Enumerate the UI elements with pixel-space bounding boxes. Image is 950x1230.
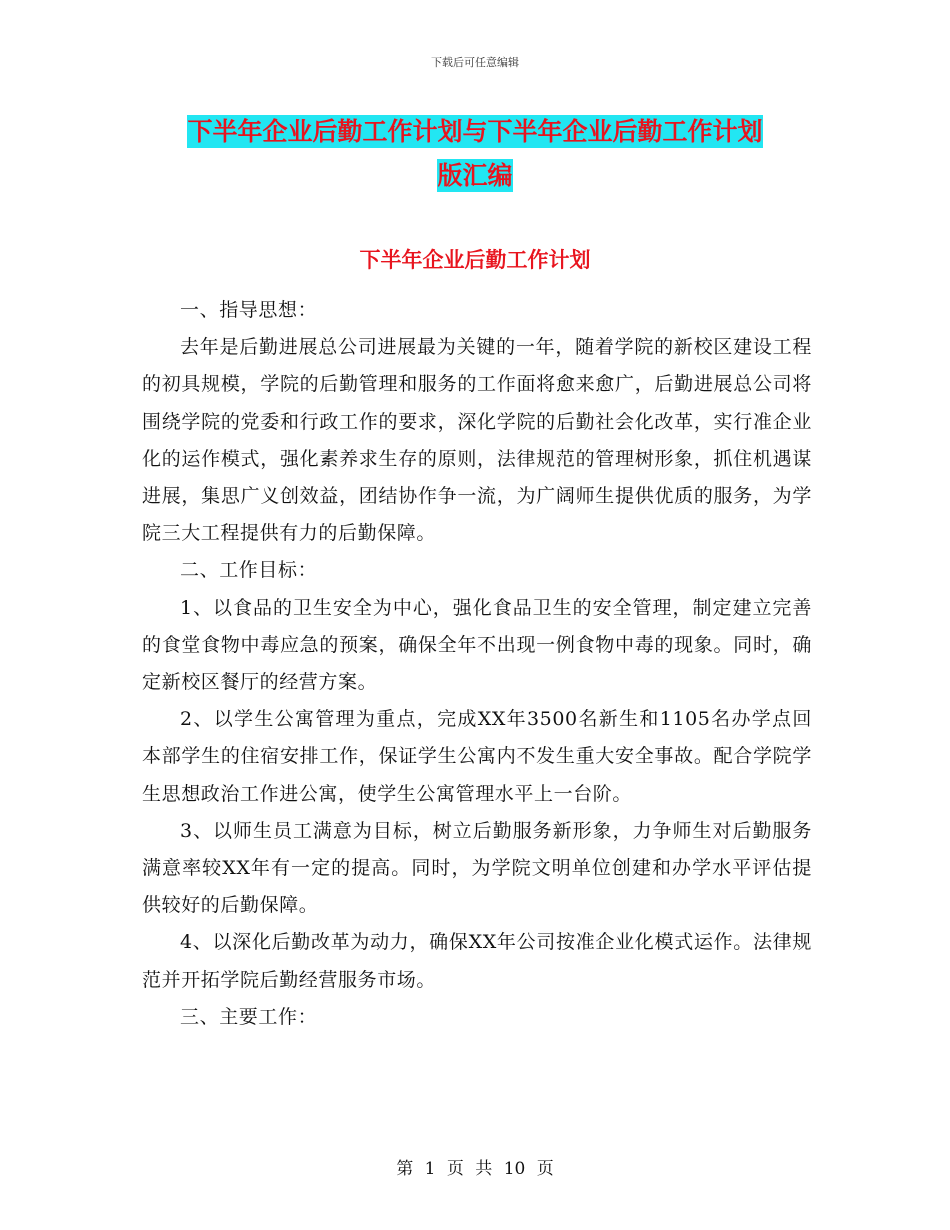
paragraph: 1、以食品的卫生安全为中心，强化食品卫生的安全管理，制定建立完善的食堂食物中毒应急的预案，确保全年不出现一例食物中毒的现象。同时，确定新校区餐厅的经营方案。 (142, 596, 812, 694)
document-title-line2: 版汇编 (437, 161, 513, 190)
paragraph-heading-main-work: 三、主要工作： (180, 1005, 318, 1028)
page-header-note: 下载后可任意编辑 (431, 56, 519, 69)
paragraph-heading-guiding-thought: 一、指导思想： (180, 299, 318, 321)
paragraph: 4、以深化后勤改革为动力，确保XX年公司按准企业化模式运作。法律规范并开拓学院后勤经营服务市场。 (142, 931, 812, 991)
section-title: 下半年企业后勤工作计划 (359, 248, 591, 272)
paragraph-heading-work-goals: 二、工作目标： (180, 559, 318, 582)
document-title (140, 110, 810, 198)
document-title-line1: 下半年企业后勤工作计划与下半年企业后勤工作计划 (187, 117, 763, 146)
paragraph: 去年是后勤进展总公司进展最为关键的一年，随着学院的新校区建设工程的初具规模，学院的后勤管理和服务的工作面将愈来愈广，后勤进展总公司将围绕学院的党委和行政工作的要求，深化学院的后勤社会化改革，实行准企业化的运作模式，强化素养求生存的原则，法律规范的管理树形象，抓住机遇谋进展，集思广义创效益，团结协作争一流，为广阔师生提供优质的服务，为学院三大工程提供有力的后勤保障。 (142, 336, 812, 545)
paragraph: 3、以师生员工满意为目标，树立后勤服务新形象，力争师生对后勤服务满意率较XX年有一定的提高。同时，为学院文明单位创建和办学水平评估提供较好的后勤保障。 (142, 819, 812, 917)
page-number-footer: 第 1 页 共 10 页 (396, 1159, 554, 1179)
paragraph: 2、以学生公寓管理为重点，完成XX年3500名新生和1105名办学点回本部学生的住宿安排工作，保证学生公寓内不发生重大安全事故。配合学院学生思想政治工作进公寓，使学生公寓管理水平上一台阶。 (142, 708, 812, 805)
document-body (142, 292, 812, 1036)
